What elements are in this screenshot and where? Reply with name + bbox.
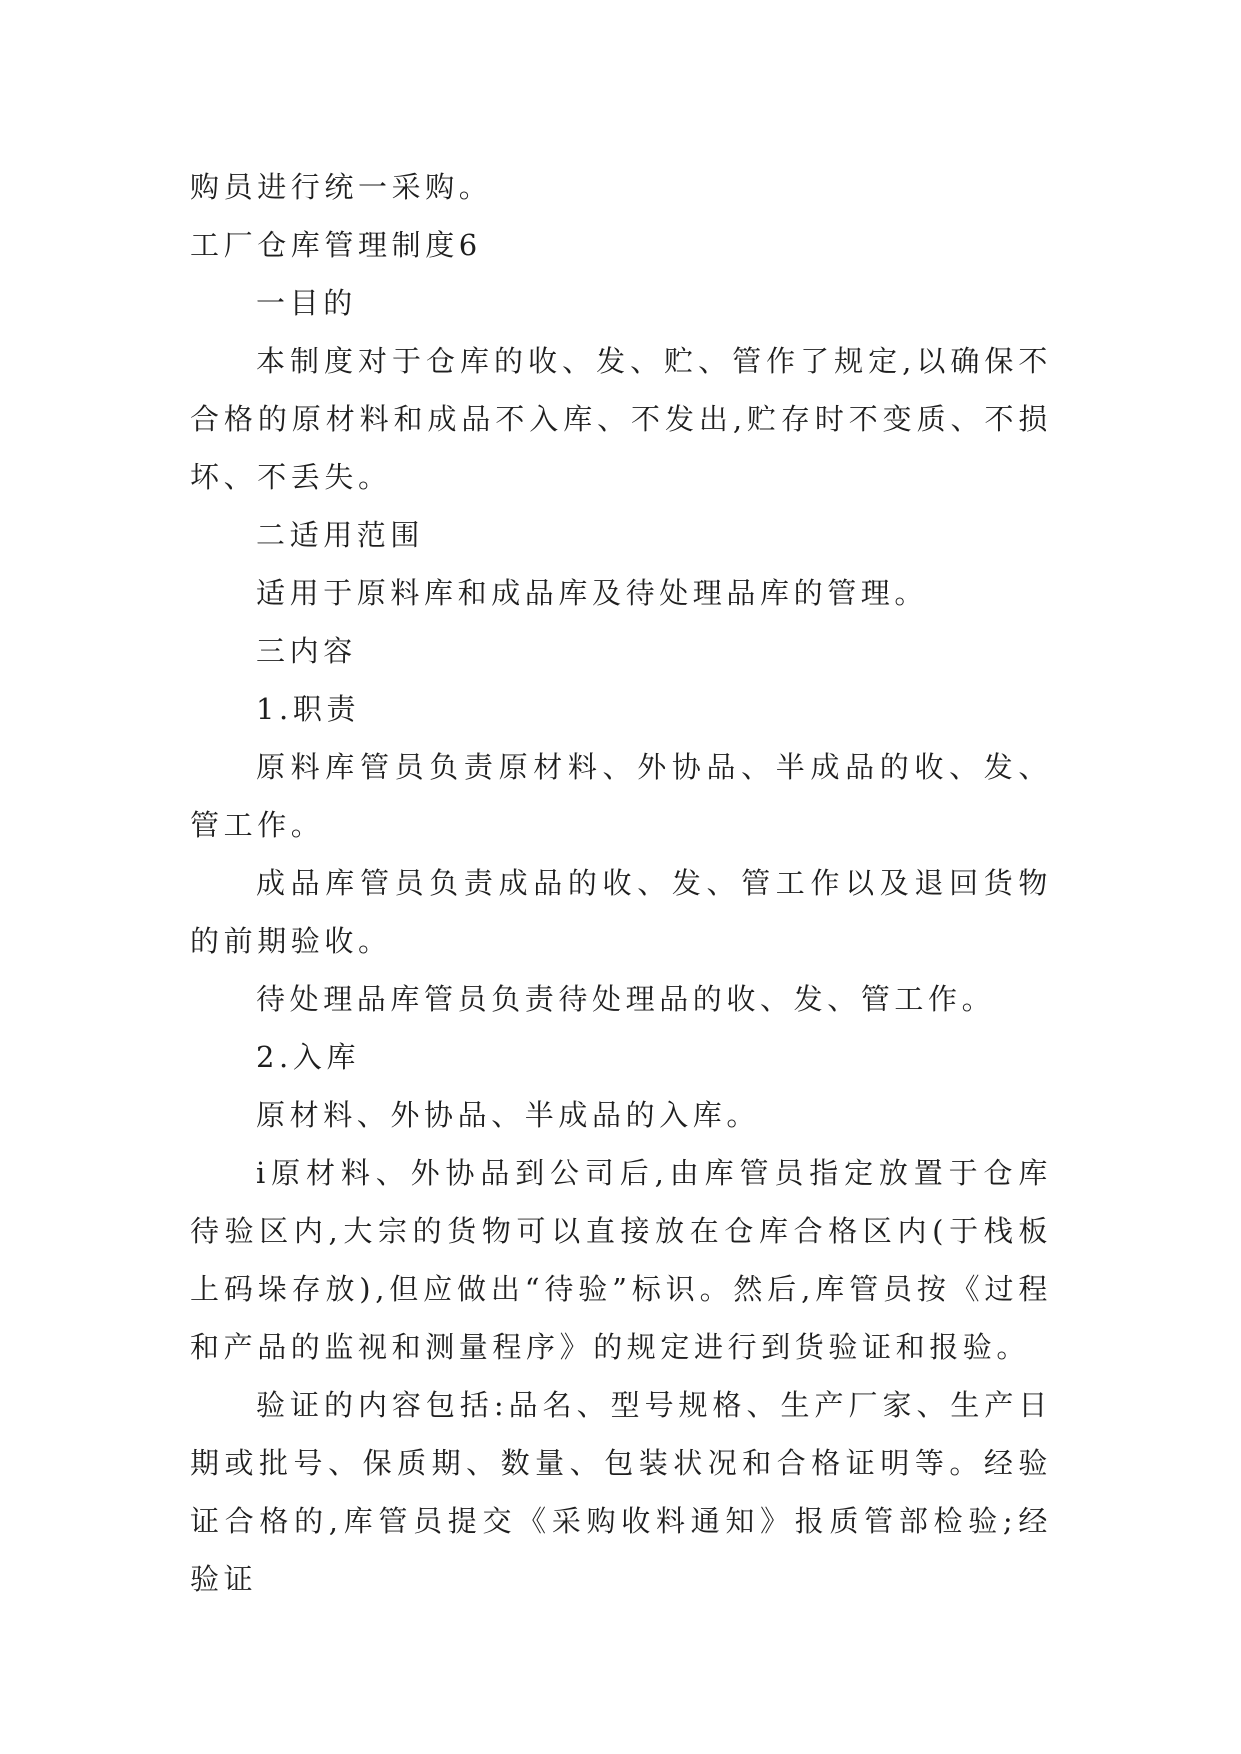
paragraph-purpose: 本制度对于仓库的收、发、贮、管作了规定,以确保不合格的原材料和成品不入库、不发出,贮存时不变质、不损坏、不丢失。	[190, 344, 1052, 494]
subheading-warehousing: 2.入库	[256, 1040, 361, 1074]
subheading-duties: 1.职责	[256, 692, 361, 726]
section-heading-content: 三内容	[256, 634, 357, 668]
section-heading-purpose: 一目的	[256, 286, 357, 320]
document-title: 工厂仓库管理制度6	[190, 228, 482, 262]
paragraph-finished-goods-keeper: 成品库管员负责成品的收、发、管工作以及退回货物的前期验收。	[190, 866, 1052, 958]
section-heading-scope: 二适用范围	[256, 518, 425, 552]
paragraph-scope: 适用于原料库和成品库及待处理品库的管理。	[256, 576, 929, 610]
document-body	[190, 158, 1052, 1608]
paragraph-1: 购员进行统一采购。	[190, 170, 493, 204]
paragraph-raw-material-keeper: 原料库管员负责原材料、外协品、半成品的收、发、管工作。	[190, 750, 1052, 842]
paragraph-verification-content: 验证的内容包括:品名、型号规格、生产厂家、生产日期或批号、保质期、数量、包装状况和合格证明等。经验证合格的,库管员提交《采购收料通知》报质管部检验;经验证	[190, 1388, 1052, 1596]
paragraph-warehousing-intro: 原材料、外协品、半成品的入库。	[256, 1098, 761, 1132]
paragraph-arrival-procedure: ⅰ原材料、外协品到公司后,由库管员指定放置于仓库待验区内,大宗的货物可以直接放在仓库合格区内(于栈板上码垛存放),但应做出“待验”标识。然后,库管员按《过程和产品的监视和测量程序》的规定进行到货验证和报验。	[190, 1156, 1052, 1364]
paragraph-pending-goods-keeper: 待处理品库管员负责待处理品的收、发、管工作。	[256, 982, 996, 1016]
